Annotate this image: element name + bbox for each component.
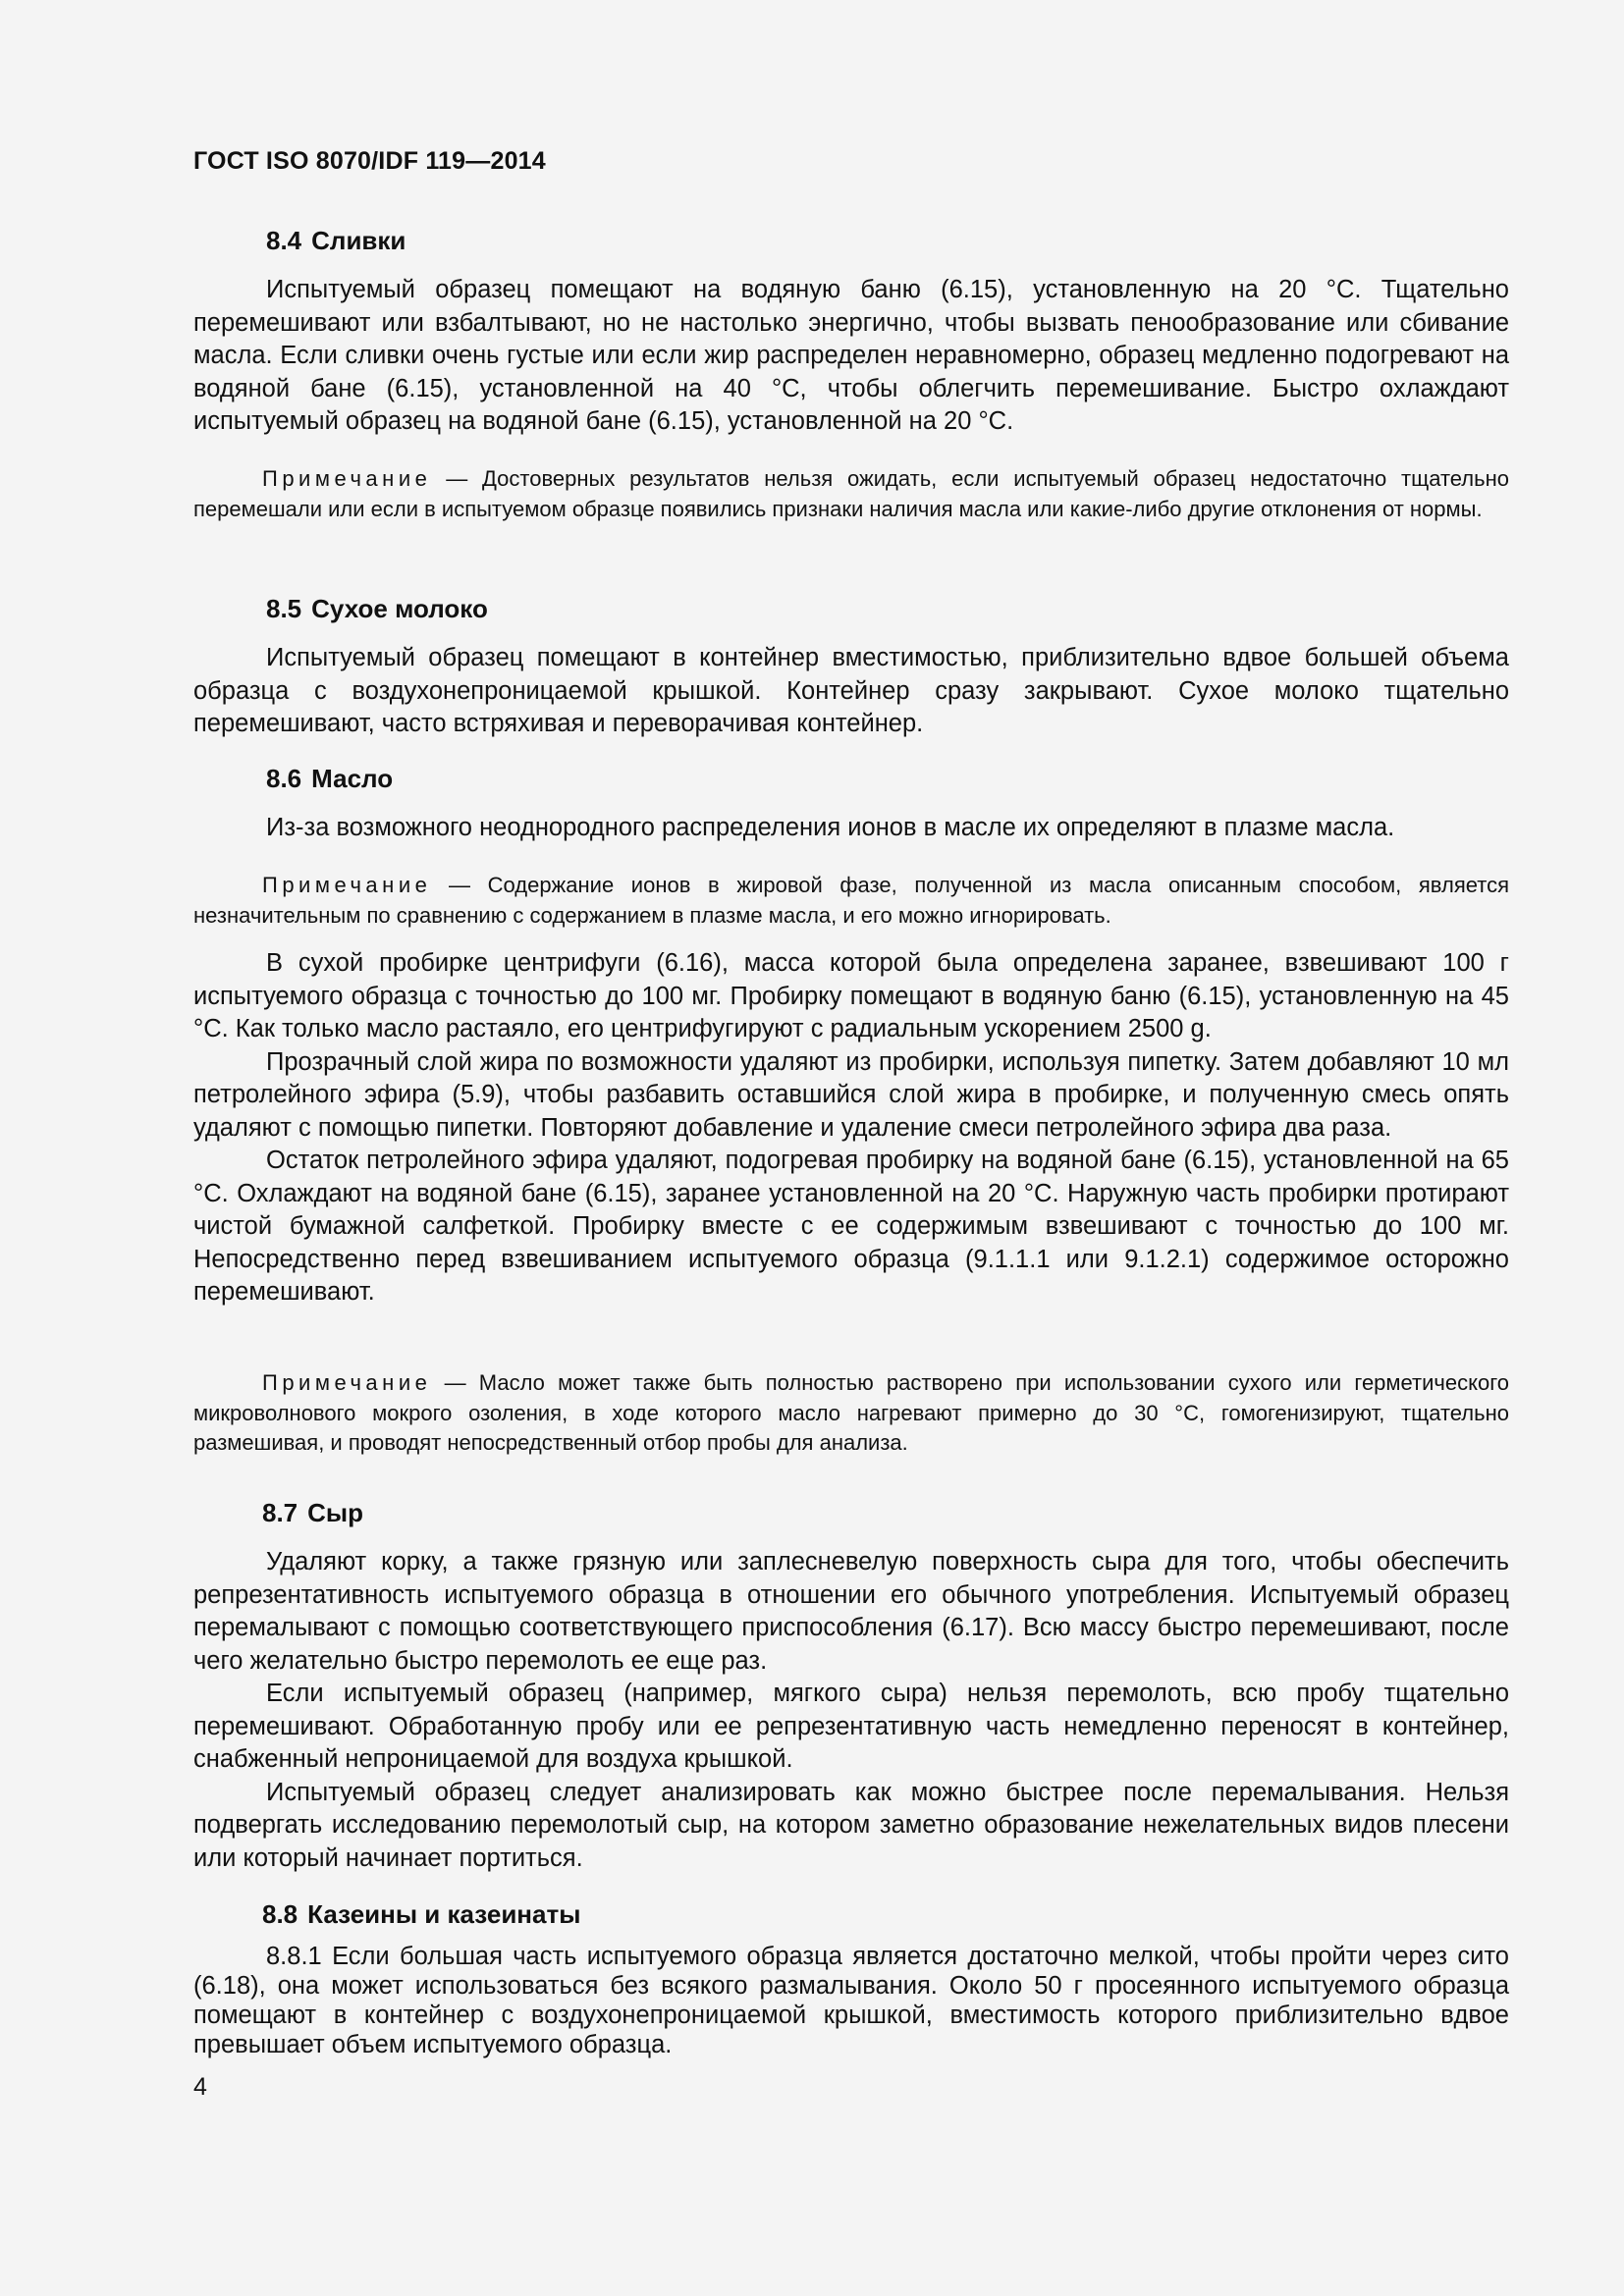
section-8-4 [193,226,1509,256]
paragraph: В сухой пробирке центрифуги (6.16), масса которой была определена заранее, взвешивают 100 г испытуемого образца с точностью до 100 мг. Пробирку помещают в водяную баню (6.15), установленную на 45 °С. Как только масло растаяло, его центрифугируют с радиальным ускорением 2500 g. [193,949,1509,1042]
section-8-7 [193,1498,1509,1528]
note-label: Примечание [262,1370,432,1395]
paragraph: Если испытуемый образец (например, мягкого сыра) нельзя перемолоть, всю пробу тщательно перемешивают. Обработанную пробу или ее репрезентативную часть немедленно переносят в контейнер, снабженный непроницаемой для воздуха крышкой. [193,1680,1509,1773]
section-number: 8.7 [262,1498,298,1527]
note-text: — Достоверных результатов нельзя ожидать, если испытуемый образец недостаточно тщательно перемешали или если в испытуемом образце появились признаки наличия масла или какие-либо другие отклонения от нормы. [193,466,1509,521]
note-8-6-b [193,1368,1509,1459]
note-paragraph [193,871,1509,931]
document-header: ГОСТ ISO 8070/IDF 119—2014 [193,147,546,175]
section-number: 8.6 [266,764,302,793]
section-8-4-body [193,274,1509,439]
section-title: Масло [311,764,394,793]
section-title: Казеины и казеинаты [307,1899,581,1929]
paragraph: Из-за возможного неоднородного распределения ионов в масле их определяют в плазме масла. [266,814,1395,841]
section-8-6-intro [193,812,1509,845]
note-label: Примечание [262,873,432,897]
section-8-6 [193,764,1509,794]
section-number: 8.5 [266,594,302,623]
note-paragraph [193,1368,1509,1459]
note-8-6-a [193,871,1509,931]
note-text: — Масло может также быть полностью растворено при использовании сухого или герметического микроволнового мокрого озоления, в ходе которого масло нагревают примерно до 30 °С, гомогенизируют, тщательно размешивая, и проводят непосредственный отбор пробы для анализа. [193,1370,1509,1455]
note-paragraph [193,464,1509,524]
section-8-7-body [193,1546,1509,1875]
section-heading [193,226,1509,256]
paragraph: Остаток петролейного эфира удаляют, подогревая пробирку на водяной бане (6.15), установленной на 65 °С. Охлаждают на водяной бане (6.15), заранее установленной на 20 °С. Наружную часть пробирки протирают чистой бумажной салфеткой. Пробирку вместе с ее содержимым взвешивают с точностью до 100 мг. Непосредственно перед взвешиванием испытуемого образца (9.1.1.1 или 9.1.2.1) содержимое осторожно перемешивают. [193,1147,1509,1306]
section-title: Сыр [307,1498,364,1527]
section-number: 8.4 [266,226,302,255]
page-number: 4 [193,2073,207,2101]
note-text: — Содержание ионов в жировой фазе, полученной из масла описанным способом, является незначительным по сравнению с содержанием в плазме масла, и его можно игнорировать. [193,873,1509,928]
section-8-5 [193,594,1509,624]
paragraph: 8.8.1 Если большая часть испытуемого образца является достаточно мелкой, чтобы пройти через сито (6.18), она может использоваться без всякого размалывания. Около 50 г просеянного испытуемого образца помещают в контейнер с воздухонепроницаемой крышкой, вместимость которого приблизительно вдвое превышает объем испытуемого образца. [193,1943,1509,2058]
section-heading [193,594,1509,624]
section-title: Сливки [311,226,406,255]
section-8-5-body [193,642,1509,741]
paragraph: Прозрачный слой жира по возможности удаляют из пробирки, используя пипетку. Затем добавляют 10 мл петролейного эфира (5.9), чтобы разбавить оставшийся слой жира в пробирке, и полученную смесь опять удаляют с помощью пипетки. Повторяют добавление и удаление смеси петролейного эфира два раза. [193,1047,1509,1142]
section-8-8 [193,1899,1509,1930]
section-heading [193,1498,1509,1528]
section-title: Сухое молоко [311,594,488,623]
paragraph: Испытуемый образец следует анализировать как можно быстрее после перемалывания. Нельзя подвергать исследованию перемолотый сыр, на котором заметно образование нежелательных видов плесени или который начинает портиться. [193,1778,1509,1872]
section-8-8-body [193,1942,1509,2059]
section-heading [193,1899,1509,1930]
paragraph: Удаляют корку, а также грязную или заплесневелую поверхность сыра для того, чтобы обеспечить репрезентативность испытуемого образца в отношении его обычного употребления. Испытуемый образец перемалывают с помощью соответствующего приспособления (6.17). Всю массу быстро перемешивают, после чего желательно быстро перемолоть ее еще раз. [193,1548,1509,1675]
note-8-4 [193,464,1509,524]
section-heading [193,764,1509,794]
paragraph: Испытуемый образец помещают на водяную баню (6.15), установленную на 20 °С. Тщательно перемешивают или взбалтывают, но не настолько энергично, чтобы вызвать пенообразование или сбивание масла. Если сливки очень густые или если жир распределен неравномерно, образец медленно подогревают на водяной бане (6.15), установленной на 40 °С, чтобы облегчить перемешивание. Быстро охлаждают испытуемый образец на водяной бане (6.15), установленной на 20 °С. [193,276,1509,435]
section-number: 8.8 [262,1899,298,1929]
paragraph: Испытуемый образец помещают в контейнер вместимостью, приблизительно вдвое большей объема образца с воздухонепроницаемой крышкой. Контейнер сразу закрывают. Сухое молоко тщательно перемешивают, часто встряхивая и переворачивая контейнер. [193,644,1509,737]
section-8-6-body [193,947,1509,1309]
note-label: Примечание [262,466,432,491]
